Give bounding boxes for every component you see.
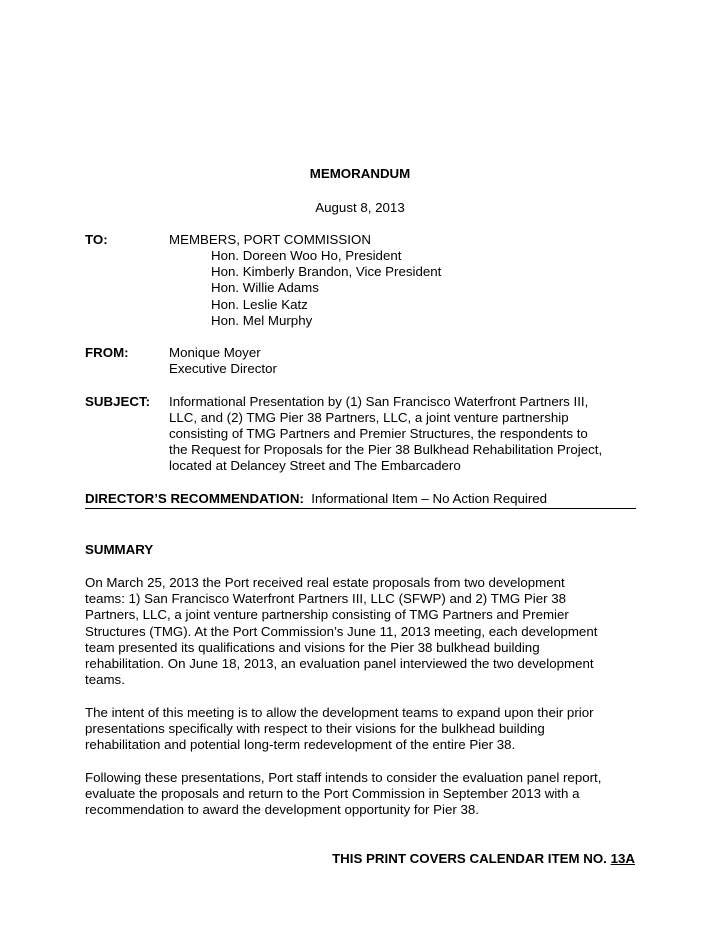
summary-paragraph-line: teams. [85, 672, 125, 687]
footer-text: THIS PRINT COVERS CALENDAR ITEM NO. [332, 851, 607, 866]
to-member: Hon. Leslie Katz [211, 297, 308, 312]
summary-paragraph-line: Structures (TMG). At the Port Commission’s June 11, 2013 meeting, each development [85, 624, 598, 639]
subject-line: LLC, and (2) TMG Pier 38 Partners, LLC, a joint venture partnership [169, 410, 569, 425]
summary-paragraph-line: On March 25, 2013 the Port received real estate proposals from two development [85, 575, 565, 590]
from-name: Monique Moyer [169, 345, 261, 360]
summary-paragraph-line: rehabilitation. On June 18, 2013, an evaluation panel interviewed the two development [85, 656, 594, 671]
summary-paragraph-line: rehabilitation and potential long-term redevelopment of the entire Pier 38. [85, 737, 516, 752]
subject-line: consisting of TMG Partners and Premier Structures, the respondents to [169, 426, 588, 441]
summary-paragraph-line: teams: 1) San Francisco Waterfront Partners III, LLC (SFWP) and 2) TMG Pier 38 [85, 591, 567, 606]
to-label: TO: [85, 232, 108, 247]
calendar-item-footer [332, 851, 635, 867]
to-member: Hon. Willie Adams [211, 280, 319, 295]
summary-paragraph-line: Partners, LLC, a joint venture partnership consisting of TMG Partners and Premier [85, 607, 569, 622]
subject-line: located at Delancey Street and The Embarcadero [169, 458, 461, 473]
summary-paragraph-line: Following these presentations, Port staff intends to consider the evaluation panel report, [85, 770, 602, 785]
calendar-item-number: 13A [610, 851, 635, 866]
to-member: Hon. Mel Murphy [211, 313, 313, 328]
subject-label: SUBJECT: [85, 394, 151, 409]
divider-rule [85, 508, 636, 509]
to-member: Hon. Doreen Woo Ho, President [211, 248, 402, 263]
summary-paragraph-line: evaluate the proposals and return to the Port Commission in September 2013 with a [85, 786, 580, 801]
from-label: FROM: [85, 345, 129, 360]
memo-date: August 8, 2013 [315, 200, 405, 215]
recommendation-label: DIRECTOR’S RECOMMENDATION: [85, 491, 304, 506]
to-value: MEMBERS, PORT COMMISSION [169, 232, 371, 247]
to-member: Hon. Kimberly Brandon, Vice President [211, 264, 442, 279]
memo-title: MEMORANDUM [309, 166, 411, 181]
summary-paragraph-line: presentations specifically with respect to their visions for the bulkhead building [85, 721, 545, 736]
summary-paragraph-line: team presented its qualifications and visions for the Pier 38 bulkhead building [85, 640, 540, 655]
subject-line: Informational Presentation by (1) San Francisco Waterfront Partners III, [169, 394, 589, 409]
summary-paragraph-line: The intent of this meeting is to allow the development teams to expand upon their prior [85, 705, 594, 720]
director-recommendation [85, 491, 547, 507]
summary-paragraph-line: recommendation to award the development opportunity for Pier 38. [85, 802, 479, 817]
summary-heading: SUMMARY [85, 542, 154, 557]
subject-line: the Request for Proposals for the Pier 38 Bulkhead Rehabilitation Project, [169, 442, 603, 457]
from-title: Executive Director [169, 361, 277, 376]
recommendation-value: Informational Item – No Action Required [311, 491, 548, 506]
